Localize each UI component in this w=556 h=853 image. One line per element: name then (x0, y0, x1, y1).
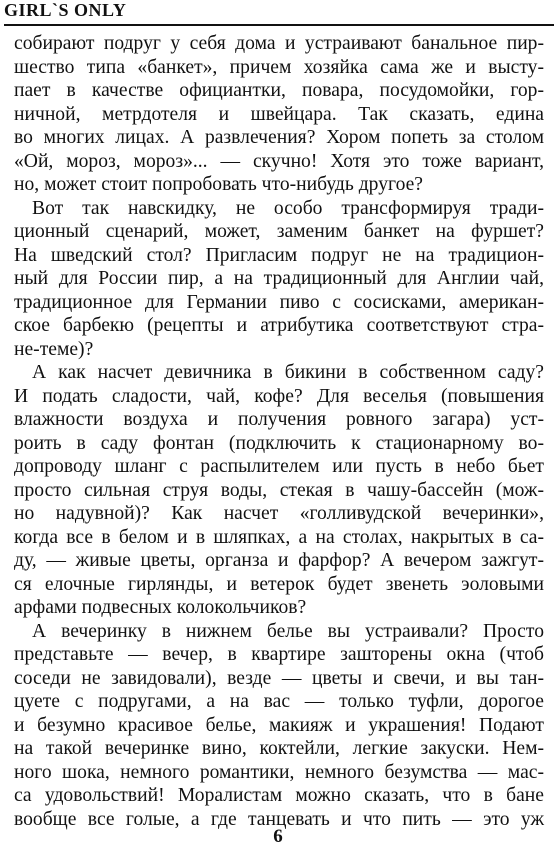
page-number: 6 (273, 826, 283, 847)
text-line: не-теме)? (14, 338, 94, 360)
paragraph-4 (14, 620, 544, 832)
text-line: ционный сценарий, может, заменим банкет на фуршет? (14, 221, 544, 242)
text-line: просто сильная струя воды, стекая в чашу-бассейн (мож- (14, 479, 544, 501)
text-line: во многих лицах. А развлечения? Хором попеть за столом (14, 127, 544, 148)
text-line: традиционное для Германии пиво с сосисками, американ- (14, 291, 544, 313)
text-line: но надувной)? Как насчет «голливудской вечеринки», (14, 503, 544, 524)
paragraph-3 (14, 361, 544, 620)
text-line: ный для России пир, а на традиционный для Англии чай, (14, 268, 544, 289)
text-line: са удовольствий! Моралистам можно сказать, что в бане (14, 785, 544, 806)
text-line: «Ой, мороз, мороз»... — скучно! Хотя это тоже вариант, (14, 150, 544, 172)
text-line: А как насчет девичника в бикини в собственном саду? (32, 362, 544, 383)
text-line: когда все в белом и в шляпках, а на столах, накрытых в са- (14, 526, 544, 548)
text-line: и безумно красивое белье, макияж и украшения! Подают (14, 714, 544, 736)
text-line: собирают подруг у себя дома и устраивают банальное пир- (14, 33, 544, 54)
running-header: GIRL`S ONLY (4, 0, 127, 20)
text-line: Вот так навскидку, не особо трансформируя тради- (32, 197, 544, 219)
text-line: ного шока, немного романтики, немного безумства — мас- (14, 761, 544, 783)
text-line: допроводу шланг с распылителем или пусть в небо бьет (14, 456, 544, 477)
text-line: соседи не завидовали), везде — цветы и свечи, и вы тан- (14, 667, 544, 689)
text-line: На шведский стол? Пригласим подруг не на традицион- (14, 244, 544, 266)
text-line: ду, — живые цветы, органза и фарфор? А вечером зажгут- (14, 550, 544, 571)
text-line: ся елочные гирлянды, и ветерок будет звенеть эоловыми (14, 573, 544, 595)
text-line: но, может стоит попробовать что-нибудь другое? (14, 174, 423, 195)
text-line: пает в качестве официантки, повара, посудомойки, гор- (14, 80, 544, 101)
text-line: представьте — вечер, в квартире зашторены окна (чтоб (14, 644, 544, 665)
paragraph-1 (14, 32, 544, 197)
text-line: А вечеринку в нижнем белье вы устраивали? Просто (32, 620, 544, 642)
text-line: вообще все голые, а где танцевать и что пить — это уж (14, 808, 544, 830)
body-text (14, 32, 544, 831)
paragraph-2 (14, 197, 544, 362)
text-line: ничной, метрдотеля и швейцара. Так сказать, едина (14, 103, 544, 125)
text-line: цуете с подругами, а на вас — только туфли, дорогое (14, 691, 544, 712)
text-line: И подать сладости, чай, кофе? Для веселья (повышения (14, 385, 544, 407)
text-line: ское барбекю (рецепты и атрибутика соответствуют стра- (14, 315, 544, 336)
text-line: арфами подвесных колокольчиков? (14, 597, 307, 618)
text-line: шество типа «банкет», причем хозяйка сама же и высту- (14, 56, 544, 78)
text-line: роить в саду фонтан (подключить к стационарному во- (14, 432, 544, 454)
text-line: на такой вечеринке вино, коктейли, легкие закуски. Нем- (14, 738, 544, 759)
header-rule (4, 24, 554, 26)
text-line: влажности воздуха и получения ровного загара) уст- (14, 409, 544, 430)
